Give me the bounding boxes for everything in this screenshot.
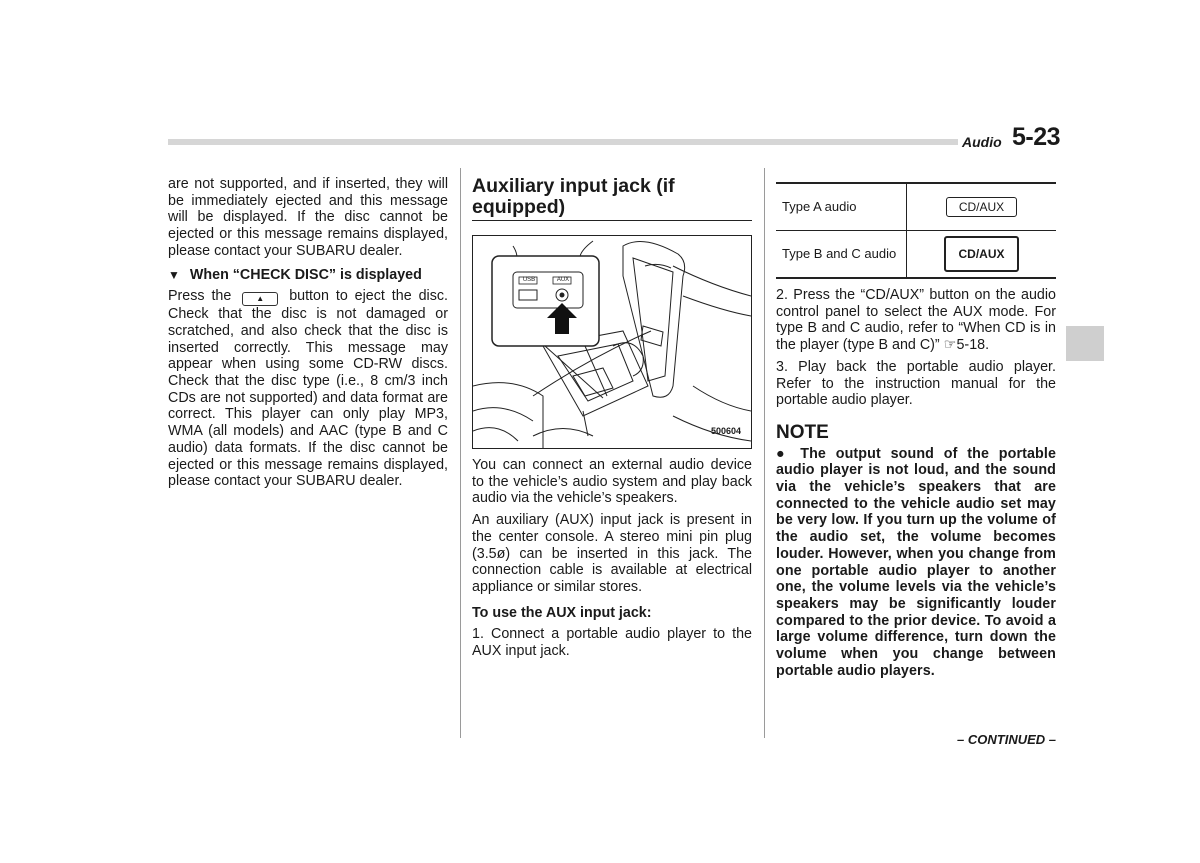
step-1: 1. Connect a portable audio player to the AUX input jack. bbox=[472, 626, 752, 660]
figure-code: 500604 bbox=[710, 426, 741, 437]
subheading bbox=[168, 267, 448, 284]
table-row bbox=[776, 183, 1056, 231]
step-3: 3. Play back the portable audio player. Refer to the instruction manual for the portable audio player. bbox=[776, 358, 1056, 409]
cd-aux-button-icon: CD/AUX bbox=[946, 197, 1017, 218]
column-1 bbox=[168, 176, 448, 495]
subheading-text: When “CHECK DISC” is displayed bbox=[189, 266, 422, 283]
paragraph bbox=[168, 288, 448, 490]
text-run: button to eject the disc. Check that the disc is not damaged or scratched, and also check that the disc is inserted correctly. This message may appear when using some CD-RW discs. Check that the disc type (i.e., 8 cm/3 inch CDs are not supported) and data format are correct. This player can only play MP3, WMA (all models) and AAC (type B and C audio) data formats. If the disc cannot be ejected or this message remains displayed, please contact your SUBARU dealer. bbox=[168, 288, 448, 490]
paragraph: You can connect an external audio device to the vehicle’s audio system and play back audio via the vehicle’s speakers. bbox=[472, 457, 752, 507]
console-drawing bbox=[473, 236, 751, 448]
note-body: ● The output sound of the portable audio player is not loud, and the sound via the vehicle’s speakers that are connected to the vehicle audio set may be very low. If you turn up the volume of the audio set, the volume becomes louder. However, when you change from one portable audio player to another one, the volume levels via the vehicle’s speakers may be significantly louder compared to the prior device. To avoid a large volume difference, turn down the volume when you change between portable audio players. bbox=[776, 445, 1056, 679]
cd-aux-button-icon: CD/AUX bbox=[944, 236, 1018, 273]
text-run: Press the bbox=[168, 288, 232, 305]
column-3 bbox=[776, 182, 1056, 684]
aux-label: AUX bbox=[556, 277, 570, 283]
usb-label: USB bbox=[522, 277, 536, 283]
audio-type-table bbox=[776, 182, 1056, 279]
chapter-thumb-tab bbox=[1066, 326, 1104, 361]
triangle-marker-icon: ▼ bbox=[168, 267, 180, 282]
button-cell bbox=[907, 231, 1057, 279]
column-divider bbox=[764, 168, 765, 738]
column-divider bbox=[460, 168, 461, 738]
subheading: To use the AUX input jack: bbox=[472, 604, 652, 621]
paragraph: are not supported, and if inserted, they will be immediately ejected and this message will be displayed. If the disc cannot be ejected or this message remains displayed, please contact your SUBARU dealer. bbox=[168, 176, 448, 259]
eject-button-icon: ▲ bbox=[242, 292, 278, 306]
section-title: Auxiliary input jack (if equipped) bbox=[472, 176, 752, 221]
page-number: 5-23 bbox=[1012, 123, 1061, 151]
button-cell bbox=[907, 183, 1057, 231]
audio-type-cell: Type B and C audio bbox=[776, 231, 907, 279]
note-title: NOTE bbox=[776, 421, 829, 443]
column-2 bbox=[472, 176, 752, 665]
step-2: 2. Press the “CD/AUX” button on the audio control panel to select the AUX mode. For type B and C audio, refer to “When CD is in the player (type B and C)” ☞5-18. bbox=[776, 287, 1056, 354]
table-row bbox=[776, 231, 1056, 279]
console-aux-illustration bbox=[472, 235, 752, 449]
continued-label: – CONTINUED – bbox=[957, 732, 1056, 747]
header-rule bbox=[168, 139, 958, 145]
audio-type-cell: Type A audio bbox=[776, 183, 907, 231]
paragraph: An auxiliary (AUX) input jack is present in the center console. A stereo mini pin plug (3.5ø) can be inserted in this jack. The connection cable is available at electrical appliance or similar stores. bbox=[472, 512, 752, 595]
section-name: Audio bbox=[962, 134, 1002, 150]
